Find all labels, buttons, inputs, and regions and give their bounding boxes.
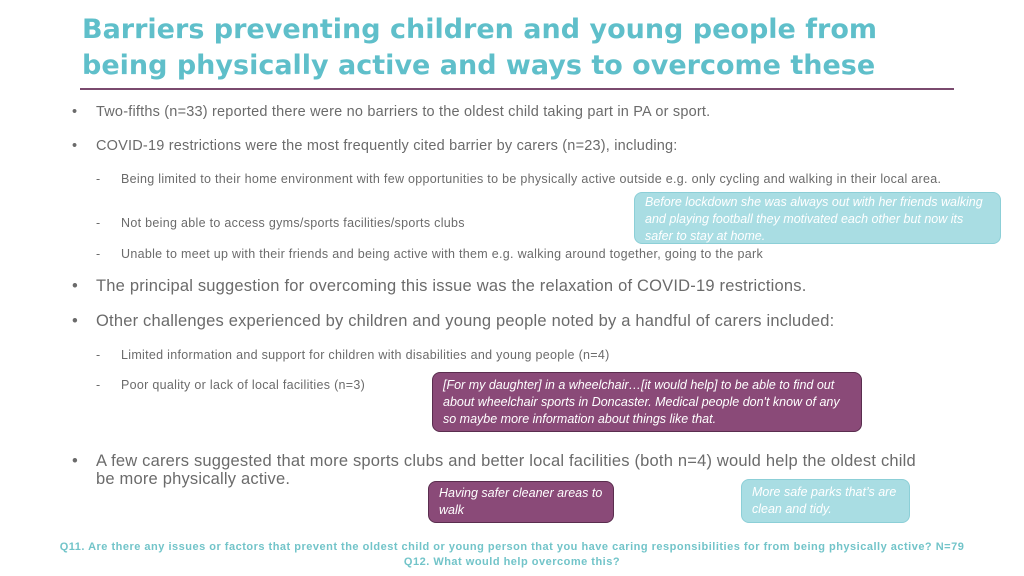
page-title: Barriers preventing children and young people from being physically active and ways to overcome these bbox=[82, 14, 878, 81]
bullet-text: Two-fifths (n=33) reported there were no barriers to the oldest child taking part in PA or sport. bbox=[96, 104, 711, 120]
subitem-text: Not being able to access gyms/sports facilities/sports clubs bbox=[121, 216, 465, 230]
bullet-marker: • bbox=[72, 312, 78, 330]
subitem-text: Being limited to their home environment with few opportunities to be physically active outside e.g. only cycling and walking in their local area. bbox=[121, 172, 942, 186]
quote-wheelchair-callout: [For my daughter] in a wheelchair…[it would help] to be able to find out about wheelchair sports in Doncaster. Medical people don't know of any so maybe more information about things like that. bbox=[432, 372, 862, 432]
bullet-marker: • bbox=[72, 138, 78, 154]
footer-question-q12: Q12. What would help overcome this? bbox=[403, 556, 621, 568]
bullet-text: COVID-19 restrictions were the most frequently cited barrier by carers (n=23), including: bbox=[96, 138, 678, 154]
bullet-marker: • bbox=[72, 277, 78, 295]
bullet-marker: • bbox=[72, 452, 78, 470]
subitem-text: Unable to meet up with their friends and being active with them e.g. walking around together, going to the park bbox=[121, 247, 764, 261]
dash-marker: - bbox=[96, 378, 101, 392]
subitem-text: Poor quality or lack of local facilities (n=3) bbox=[121, 378, 366, 392]
quote-safe-parks-callout: More safe parks that’s are clean and tidy. bbox=[741, 479, 910, 523]
quote-safer-areas-callout: Having safer cleaner areas to walk bbox=[428, 481, 614, 523]
dash-marker: - bbox=[96, 172, 101, 186]
bullet-text: Other challenges experienced by children and young people noted by a handful of carers included: bbox=[96, 312, 835, 330]
bullet-marker: • bbox=[72, 104, 78, 120]
bullet-text: The principal suggestion for overcoming this issue was the relaxation of COVID-19 restrictions. bbox=[96, 277, 807, 295]
dash-marker: - bbox=[96, 348, 101, 362]
bullet-text: A few carers suggested that more sports clubs and better local facilities (both n=4) would help the oldest child be more physically active. bbox=[96, 452, 916, 488]
title-divider bbox=[80, 88, 954, 90]
subitem-text: Limited information and support for children with disabilities and young people (n=4) bbox=[121, 348, 610, 362]
footer-question-q11: Q11. Are there any issues or factors that prevent the oldest child or young person that you have caring responsibilities for from being physically active? N=79 bbox=[59, 541, 965, 553]
dash-marker: - bbox=[96, 216, 101, 230]
dash-marker: - bbox=[96, 247, 101, 261]
quote-lockdown-callout: Before lockdown she was always out with her friends walking and playing football they motivated each other but now its safer to stay at home. bbox=[634, 192, 1001, 244]
